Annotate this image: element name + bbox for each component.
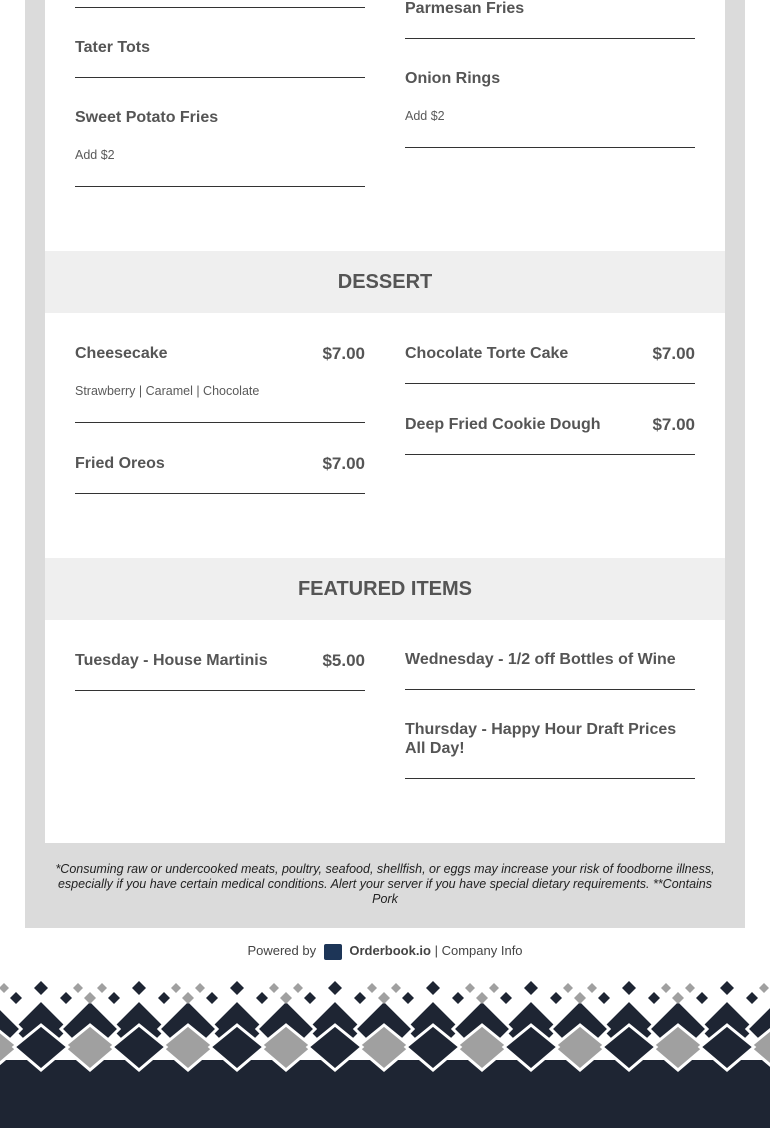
- menu-item-cutoff: [75, 0, 365, 8]
- menu-card: [45, 0, 725, 843]
- item-name: Tater Tots: [75, 39, 150, 56]
- item-price: $5.00: [322, 651, 365, 670]
- item-price: $7.00: [652, 415, 695, 434]
- menu-item[interactable]: [75, 651, 365, 691]
- allergy-disclaimer: *Consuming raw or undercooked meats, poultry, seafood, shellfish, or eggs may increase your risk of foodborne illness, especially if you have certain medical conditions. Alert your server if you have special dietary requirements. **Contains Pork: [55, 862, 715, 906]
- item-description: Strawberry | Caramel | Chocolate: [75, 384, 260, 398]
- item-name: Chocolate Torte Cake: [405, 345, 569, 362]
- item-name: Fried Oreos: [75, 455, 165, 472]
- brand-link[interactable]: Orderbook.io: [349, 943, 431, 958]
- footer-pattern: [0, 978, 770, 1128]
- item-name: Thursday - Happy Hour Draft Prices All Day!: [405, 721, 677, 757]
- item-price: $7.00: [652, 344, 695, 363]
- menu-item[interactable]: [405, 69, 695, 148]
- powered-by: [0, 943, 770, 965]
- item-name: Cheesecake: [75, 345, 168, 362]
- menu-item[interactable]: [405, 0, 695, 39]
- item-name: Parmesan Fries: [405, 0, 525, 17]
- item-description: Add $2: [75, 148, 115, 162]
- item-name: Onion Rings: [405, 70, 501, 87]
- item-name: Wednesday - 1/2 off Bottles of Wine: [405, 651, 676, 668]
- powered-prefix: Powered by: [247, 943, 317, 958]
- menu-item[interactable]: [75, 108, 365, 187]
- menu-item[interactable]: [405, 650, 695, 690]
- company-info-link[interactable]: | Company Info: [434, 943, 523, 958]
- menu-panel: [25, 0, 745, 928]
- section-header-dessert: DESSERT: [45, 251, 725, 313]
- item-description: Add $2: [405, 109, 445, 123]
- section-header-featured: FEATURED ITEMS: [45, 558, 725, 620]
- menu-item[interactable]: [75, 454, 365, 494]
- item-name: Sweet Potato Fries: [75, 109, 219, 126]
- menu-item[interactable]: [405, 415, 695, 455]
- item-name: Deep Fried Cookie Dough: [405, 416, 601, 433]
- item-name: Tuesday - House Martinis: [75, 652, 268, 669]
- menu-item[interactable]: [75, 344, 365, 423]
- item-price: $7.00: [322, 454, 365, 473]
- menu-item[interactable]: [405, 344, 695, 384]
- brand-logo-icon: [324, 944, 342, 960]
- item-price: $7.00: [322, 344, 365, 363]
- menu-item[interactable]: [405, 720, 695, 779]
- menu-item[interactable]: [75, 38, 365, 78]
